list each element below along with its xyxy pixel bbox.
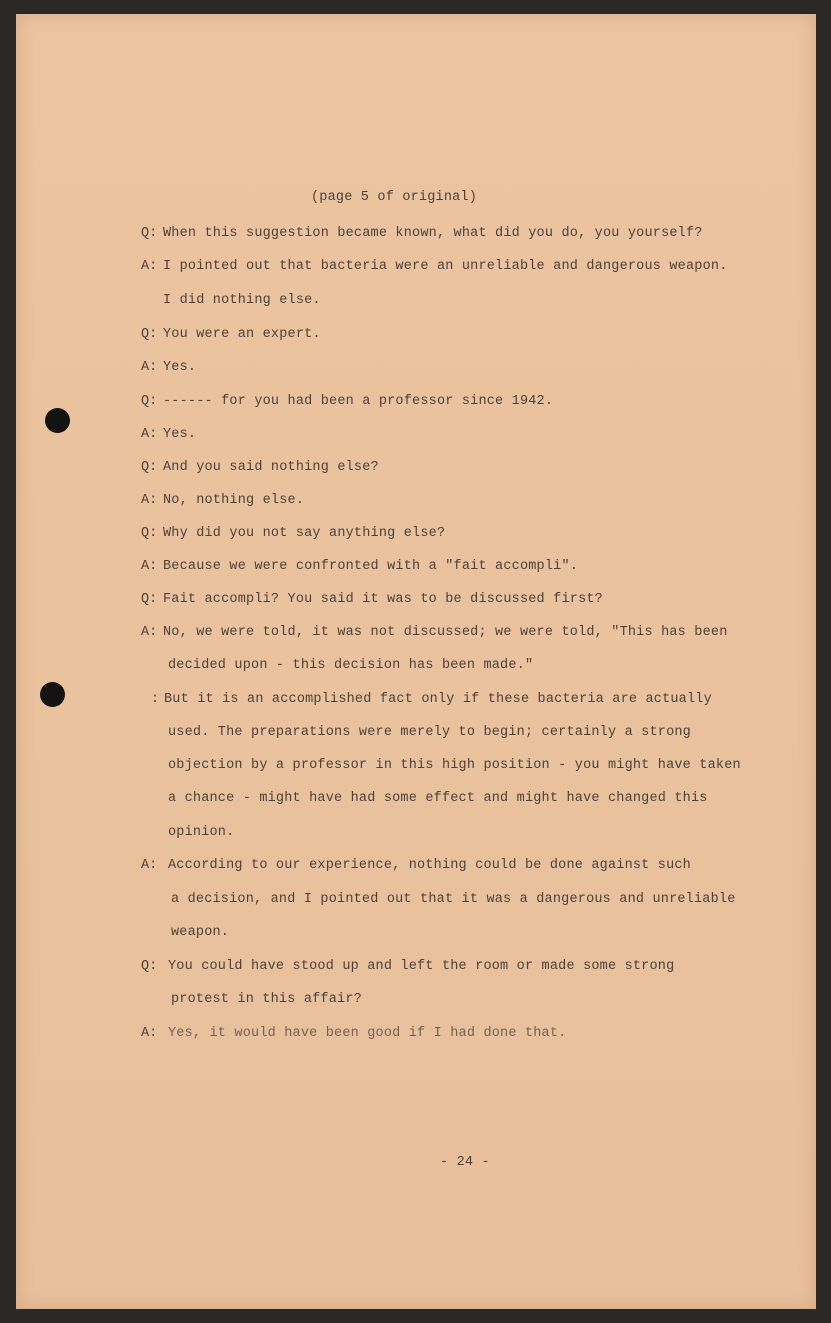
- speaker-label: :: [151, 692, 160, 707]
- speaker-label: Q:: [141, 394, 158, 409]
- exchange-line: objection by a professor in this high position - you might have taken: [168, 758, 741, 773]
- speaker-label: Q:: [141, 526, 158, 541]
- exchange-line: No, nothing else.: [163, 493, 305, 508]
- speaker-label: Q:: [141, 327, 158, 342]
- exchange-line: Why did you not say anything else?: [163, 526, 446, 541]
- speaker-label: Q:: [141, 959, 158, 974]
- speaker-label: Q:: [141, 460, 158, 475]
- exchange-line: I did nothing else.: [163, 293, 321, 308]
- speaker-label: A:: [141, 493, 158, 508]
- exchange-line: used. The preparations were merely to begin; certainly a strong: [168, 725, 691, 740]
- speaker-label: A:: [141, 1026, 158, 1041]
- speaker-label: A:: [141, 559, 158, 574]
- exchange-line: Yes.: [163, 360, 197, 375]
- page-header: (page 5 of original): [311, 190, 478, 205]
- exchange-line: Because we were confronted with a "fait accompli".: [163, 559, 579, 574]
- exchange-line: You were an expert.: [163, 327, 321, 342]
- exchange-line: I pointed out that bacteria were an unreliable and dangerous weapon.: [163, 259, 728, 274]
- exchange-line: a decision, and I pointed out that it was a dangerous and unreliable: [171, 892, 736, 907]
- speaker-label: A:: [141, 360, 158, 375]
- speaker-label: A:: [141, 625, 158, 640]
- exchange-line: And you said nothing else?: [163, 460, 379, 475]
- exchange-line: ------ for you had been a professor since 1942.: [163, 394, 554, 409]
- exchange-line: You could have stood up and left the room or made some strong: [168, 959, 675, 974]
- exchange-line: a chance - might have had some effect and might have changed this: [168, 791, 708, 806]
- speaker-label: Q:: [141, 226, 158, 241]
- punch-hole: [45, 408, 70, 433]
- speaker-label: Q:: [141, 592, 158, 607]
- exchange-line: According to our experience, nothing could be done against such: [168, 858, 691, 873]
- exchange-line: Yes.: [163, 427, 197, 442]
- page-number: - 24 -: [440, 1155, 490, 1170]
- speaker-label: A:: [141, 259, 158, 274]
- exchange-line: But it is an accomplished fact only if these bacteria are actually: [164, 692, 712, 707]
- punch-hole: [40, 682, 65, 707]
- exchange-line: weapon.: [171, 925, 230, 940]
- exchange-line: decided upon - this decision has been made.": [168, 658, 534, 673]
- paper-sheet: [16, 14, 816, 1309]
- exchange-line: protest in this affair?: [171, 992, 362, 1007]
- exchange-line: Yes, it would have been good if I had done that.: [168, 1026, 567, 1041]
- exchange-line: opinion.: [168, 825, 235, 840]
- exchange-line: When this suggestion became known, what did you do, you yourself?: [163, 226, 703, 241]
- speaker-label: A:: [141, 858, 158, 873]
- speaker-label: A:: [141, 427, 158, 442]
- exchange-line: No, we were told, it was not discussed; we were told, "This has been: [163, 625, 728, 640]
- exchange-line: Fait accompli? You said it was to be discussed first?: [163, 592, 603, 607]
